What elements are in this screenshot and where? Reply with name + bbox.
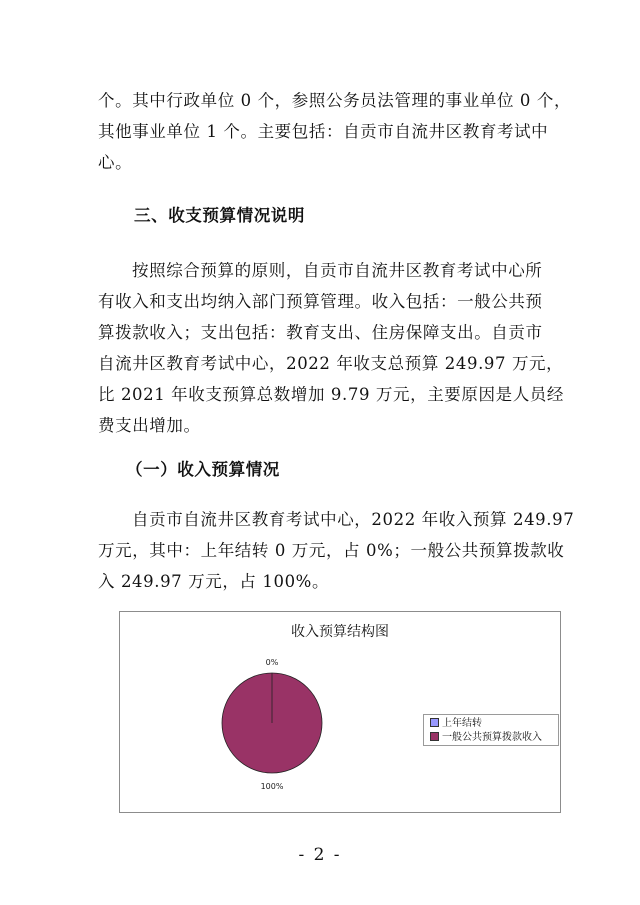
- pie-data-label-0: 0%: [265, 658, 279, 667]
- text-line: 万元，其中：上年结转 0 万元，占 0%；一般公共预算拨款收: [98, 541, 565, 560]
- legend-label: 上年结转: [442, 718, 482, 729]
- text-line: 个。其中行政单位 0 个，参照公务员法管理的事业单位 0 个，: [98, 91, 572, 110]
- page-number: - 2 -: [298, 845, 342, 865]
- legend-swatch: [430, 718, 439, 727]
- legend-entry-carryover: [430, 717, 482, 730]
- text-line: 比 2021 年收支预算总数增加 9.79 万元，主要原因是人员经: [98, 385, 565, 404]
- text-line: 算拨款收入；支出包括：教育支出、住房保障支出。自贡市: [98, 323, 543, 342]
- paragraph-1: [98, 85, 572, 178]
- text-line: 其他事业单位 1 个。主要包括：自贡市自流井区教育考试中: [98, 122, 549, 141]
- pie-chart: [120, 612, 420, 812]
- section-heading: 三、收支预算情况说明: [134, 206, 305, 225]
- text-line: 心。: [98, 153, 133, 172]
- subsection-heading: （一）收入预算情况: [126, 460, 280, 479]
- chart-legend: [423, 714, 559, 746]
- income-budget-chart: [119, 611, 561, 813]
- text-line: 自流井区教育考试中心，2022 年收支总预算 249.97 万元，: [98, 354, 564, 373]
- legend-swatch: [430, 732, 439, 741]
- text-line: 有收入和支出均纳入部门预算管理。收入包括：一般公共预: [98, 292, 543, 311]
- paragraph-2: [98, 255, 565, 441]
- text-line: 自贡市自流井区教育考试中心，2022 年收入预算 249.97: [132, 510, 575, 529]
- text-line: 费支出增加。: [98, 416, 201, 435]
- pie-data-label-1: 100%: [260, 782, 284, 791]
- paragraph-3: [98, 504, 575, 597]
- chart-title: 收入预算结构图: [291, 624, 389, 640]
- text-line: 按照综合预算的原则，自贡市自流井区教育考试中心所: [132, 261, 543, 280]
- legend-entry-appropriation: [430, 731, 542, 744]
- legend-label: 一般公共预算拨款收入: [442, 732, 542, 743]
- text-line: 入 249.97 万元，占 100%。: [98, 572, 330, 591]
